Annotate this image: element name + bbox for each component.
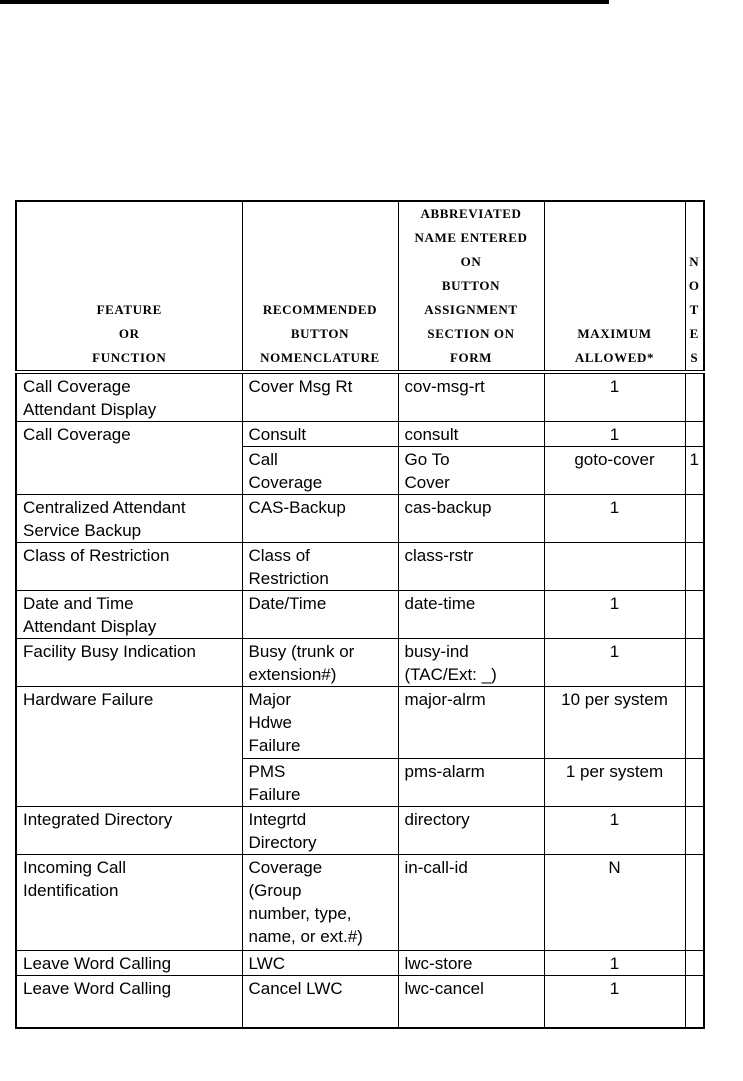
table-row — [16, 543, 704, 591]
max-cell: goto-cover — [544, 447, 685, 495]
table-row — [16, 422, 704, 447]
button-assignment-table — [15, 200, 705, 1029]
feature-cell: Call Coverage — [16, 422, 242, 495]
table-row — [16, 807, 704, 855]
feature-cell: Integrated Directory — [16, 807, 242, 855]
abbrev-cell: cov-msg-rt — [398, 372, 544, 422]
table-row — [16, 495, 704, 543]
max-cell: 1 — [544, 372, 685, 422]
note-cell — [685, 422, 704, 447]
table-row — [16, 591, 704, 639]
button-cell: LWC — [242, 951, 398, 976]
feature-cell: Call Coverage Attendant Display — [16, 372, 242, 422]
table-row — [16, 372, 704, 422]
button-cell: CAS-Backup — [242, 495, 398, 543]
abbrev-cell: class-rstr — [398, 543, 544, 591]
table-body — [16, 372, 704, 1028]
note-cell — [685, 591, 704, 639]
max-cell: 1 — [544, 495, 685, 543]
note-cell — [685, 495, 704, 543]
table-row — [16, 951, 704, 976]
abbrev-cell: major-alrm — [398, 687, 544, 759]
abbrev-cell: in-call-id — [398, 855, 544, 951]
note-cell — [685, 951, 704, 976]
button-assignment-table-wrapper — [15, 200, 705, 1029]
abbrev-cell: pms-alarm — [398, 759, 544, 807]
feature-cell: Centralized Attendant Service Backup — [16, 495, 242, 543]
max-cell: 1 — [544, 976, 685, 1029]
abbrev-cell: consult — [398, 422, 544, 447]
button-cell: Call Coverage — [242, 447, 398, 495]
feature-cell: Date and Time Attendant Display — [16, 591, 242, 639]
table-row — [16, 976, 704, 1029]
button-cell: Busy (trunk or extension#) — [242, 639, 398, 687]
note-cell — [685, 687, 704, 759]
max-cell — [544, 543, 685, 591]
header-row — [16, 201, 704, 372]
feature-cell: Leave Word Calling — [16, 951, 242, 976]
abbrev-cell: date-time — [398, 591, 544, 639]
max-cell: N — [544, 855, 685, 951]
note-cell — [685, 372, 704, 422]
note-cell — [685, 759, 704, 807]
abbrev-cell: lwc-cancel — [398, 976, 544, 1029]
feature-cell: Hardware Failure — [16, 687, 242, 807]
button-cell: PMS Failure — [242, 759, 398, 807]
abbrev-cell: directory — [398, 807, 544, 855]
feature-cell: Facility Busy Indication — [16, 639, 242, 687]
note-cell — [685, 855, 704, 951]
button-cell: Integrtd Directory — [242, 807, 398, 855]
header-feature: FEATURE OR FUNCTION — [16, 201, 242, 372]
abbrev-cell: Go To Cover — [398, 447, 544, 495]
note-cell — [685, 639, 704, 687]
max-cell: 1 — [544, 639, 685, 687]
button-cell: Class of Restriction — [242, 543, 398, 591]
abbrev-cell: busy-ind (TAC/Ext: _) — [398, 639, 544, 687]
note-cell — [685, 976, 704, 1029]
button-cell: Date/Time — [242, 591, 398, 639]
feature-cell: Incoming Call Identification — [16, 855, 242, 951]
max-cell: 1 — [544, 951, 685, 976]
note-cell — [685, 543, 704, 591]
header-abbrev: ABBREVIATED NAME ENTERED ON BUTTON ASSIGNMENT SECTION ON FORM — [398, 201, 544, 372]
table-row — [16, 855, 704, 951]
header-notes: N O T E S — [685, 201, 704, 372]
note-cell — [685, 807, 704, 855]
abbrev-cell: cas-backup — [398, 495, 544, 543]
button-cell: Cover Msg Rt — [242, 372, 398, 422]
max-cell: 1 — [544, 807, 685, 855]
top-rule — [0, 0, 609, 4]
max-cell: 1 — [544, 591, 685, 639]
abbrev-cell: lwc-store — [398, 951, 544, 976]
feature-cell: Class of Restriction — [16, 543, 242, 591]
button-cell: Coverage (Group number, type, name, or ext.#) — [242, 855, 398, 951]
table-row — [16, 639, 704, 687]
table-row — [16, 687, 704, 759]
max-cell: 1 per system — [544, 759, 685, 807]
header-maximum: MAXIMUM ALLOWED* — [544, 201, 685, 372]
max-cell: 10 per system — [544, 687, 685, 759]
header-button: RECOMMENDED BUTTON NOMENCLATURE — [242, 201, 398, 372]
note-cell: 1 — [685, 447, 704, 495]
feature-cell: Leave Word Calling — [16, 976, 242, 1029]
button-cell: Cancel LWC — [242, 976, 398, 1029]
button-cell: Major Hdwe Failure — [242, 687, 398, 759]
button-cell: Consult — [242, 422, 398, 447]
max-cell: 1 — [544, 422, 685, 447]
